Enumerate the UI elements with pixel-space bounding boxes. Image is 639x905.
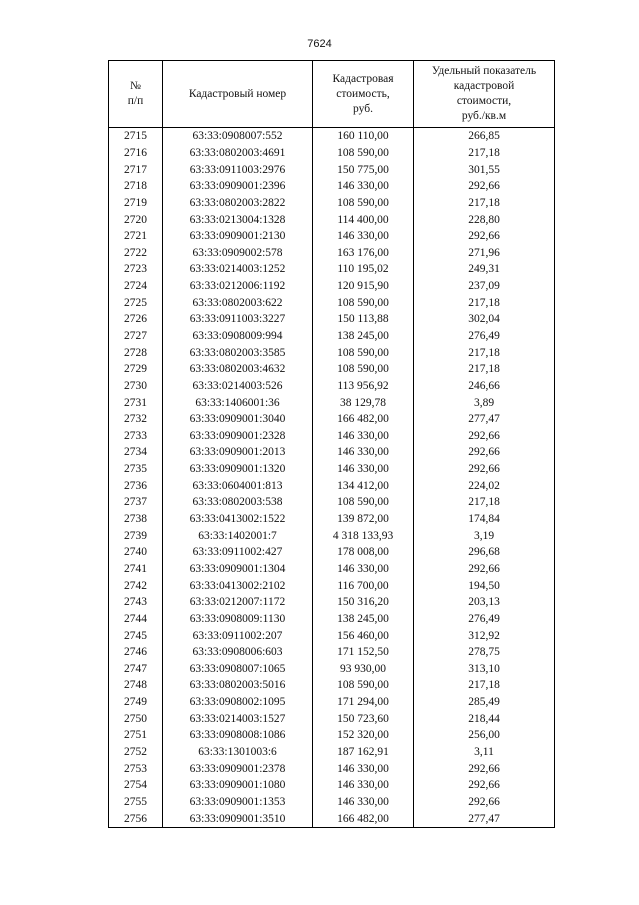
- cell-unit-value: 302,04: [414, 311, 555, 328]
- cell-cadastral-number: 63:33:0911002:207: [163, 627, 313, 644]
- cell-row-number: 2719: [109, 195, 163, 212]
- cell-row-number: 2756: [109, 810, 163, 827]
- cell-cadastral-number: 63:33:0911003:2976: [163, 161, 313, 178]
- cell-cadastral-value: 156 460,00: [313, 627, 414, 644]
- cell-cadastral-value: 146 330,00: [313, 561, 414, 578]
- cell-unit-value: 174,84: [414, 511, 555, 528]
- cell-unit-value: 203,13: [414, 594, 555, 611]
- table-row: [109, 477, 555, 494]
- cell-cadastral-number: 63:33:0909001:3510: [163, 810, 313, 827]
- cell-row-number: 2732: [109, 411, 163, 428]
- cell-row-number: 2715: [109, 128, 163, 145]
- cell-cadastral-value: 134 412,00: [313, 477, 414, 494]
- cell-cadastral-number: 63:33:0802003:2822: [163, 195, 313, 212]
- cell-cadastral-value: 146 330,00: [313, 760, 414, 777]
- cell-cadastral-number: 63:33:0214003:1252: [163, 261, 313, 278]
- cell-cadastral-value: 38 129,78: [313, 394, 414, 411]
- cell-cadastral-number: 63:33:0909001:2130: [163, 228, 313, 245]
- table-row: [109, 178, 555, 195]
- cell-row-number: 2751: [109, 727, 163, 744]
- cell-cadastral-number: 63:33:0214003:1527: [163, 710, 313, 727]
- table-row: [109, 694, 555, 711]
- cell-unit-value: 277,47: [414, 411, 555, 428]
- cell-cadastral-number: 63:33:0909001:1304: [163, 561, 313, 578]
- cell-row-number: 2754: [109, 777, 163, 794]
- cell-unit-value: 292,66: [414, 561, 555, 578]
- cell-cadastral-number: 63:33:0909001:2328: [163, 428, 313, 445]
- cell-cadastral-value: 150 775,00: [313, 161, 414, 178]
- cell-cadastral-value: 160 110,00: [313, 128, 414, 145]
- cell-row-number: 2747: [109, 661, 163, 678]
- cell-unit-value: 276,49: [414, 611, 555, 628]
- cell-row-number: 2738: [109, 511, 163, 528]
- table-row: [109, 527, 555, 544]
- table-row: [109, 810, 555, 827]
- cell-unit-value: 256,00: [414, 727, 555, 744]
- header-row: [109, 61, 555, 128]
- table-row: [109, 411, 555, 428]
- cell-row-number: 2736: [109, 477, 163, 494]
- cell-unit-value: 276,49: [414, 328, 555, 345]
- cell-row-number: 2733: [109, 428, 163, 445]
- cell-row-number: 2717: [109, 161, 163, 178]
- cell-cadastral-value: 113 956,92: [313, 378, 414, 395]
- table-row: [109, 494, 555, 511]
- table-row: [109, 544, 555, 561]
- cell-unit-value: 3,89: [414, 394, 555, 411]
- table-row: [109, 294, 555, 311]
- table-row: [109, 710, 555, 727]
- table-row: [109, 394, 555, 411]
- cell-row-number: 2748: [109, 677, 163, 694]
- cell-cadastral-number: 63:33:0909001:1320: [163, 461, 313, 478]
- cell-unit-value: 296,68: [414, 544, 555, 561]
- cell-cadastral-value: 108 590,00: [313, 344, 414, 361]
- cell-cadastral-number: 63:33:0212007:1172: [163, 594, 313, 611]
- cell-cadastral-value: 116 700,00: [313, 577, 414, 594]
- table-row: [109, 128, 555, 145]
- cell-cadastral-number: 63:33:0802003:3585: [163, 344, 313, 361]
- col-header-unit-value: Удельный показатель кадастровой стоимости, руб./кв.м: [414, 61, 555, 128]
- cell-cadastral-number: 63:33:0908007:1065: [163, 661, 313, 678]
- cell-cadastral-value: 120 915,90: [313, 278, 414, 295]
- table-row: [109, 594, 555, 611]
- table-row: [109, 577, 555, 594]
- cell-unit-value: 224,02: [414, 477, 555, 494]
- table-row: [109, 677, 555, 694]
- cell-cadastral-number: 63:33:0802003:4691: [163, 145, 313, 162]
- cell-cadastral-value: 146 330,00: [313, 178, 414, 195]
- cell-cadastral-value: 93 930,00: [313, 661, 414, 678]
- cell-cadastral-number: 63:33:0212006:1192: [163, 278, 313, 295]
- cell-row-number: 2737: [109, 494, 163, 511]
- cell-cadastral-number: 63:33:0213004:1328: [163, 211, 313, 228]
- cell-row-number: 2734: [109, 444, 163, 461]
- cell-cadastral-value: 108 590,00: [313, 195, 414, 212]
- table-row: [109, 195, 555, 212]
- cell-cadastral-value: 146 330,00: [313, 444, 414, 461]
- cell-cadastral-number: 63:33:0909001:2378: [163, 760, 313, 777]
- cell-cadastral-value: 146 330,00: [313, 428, 414, 445]
- cell-cadastral-value: 150 113,88: [313, 311, 414, 328]
- cell-cadastral-number: 63:33:0802003:5016: [163, 677, 313, 694]
- table-row: [109, 561, 555, 578]
- cell-row-number: 2722: [109, 244, 163, 261]
- cadastral-table: [108, 60, 555, 828]
- cell-cadastral-value: 146 330,00: [313, 794, 414, 811]
- cell-cadastral-number: 63:33:0802003:538: [163, 494, 313, 511]
- table-row: [109, 145, 555, 162]
- page-number: 7624: [307, 38, 332, 50]
- cell-unit-value: 217,18: [414, 677, 555, 694]
- cell-cadastral-number: 63:33:0908002:1095: [163, 694, 313, 711]
- cell-cadastral-number: 63:33:0413002:2102: [163, 577, 313, 594]
- table-row: [109, 644, 555, 661]
- cell-cadastral-value: 152 320,00: [313, 727, 414, 744]
- cell-cadastral-value: 166 482,00: [313, 810, 414, 827]
- cell-unit-value: 218,44: [414, 710, 555, 727]
- cell-unit-value: 217,18: [414, 344, 555, 361]
- cell-cadastral-value: 166 482,00: [313, 411, 414, 428]
- cell-unit-value: 312,92: [414, 627, 555, 644]
- cell-unit-value: 3,11: [414, 744, 555, 761]
- cell-row-number: 2726: [109, 311, 163, 328]
- cell-cadastral-number: 63:33:0802003:622: [163, 294, 313, 311]
- cell-cadastral-number: 63:33:0909001:1353: [163, 794, 313, 811]
- cell-cadastral-number: 63:33:0908009:1130: [163, 611, 313, 628]
- cell-unit-value: 301,55: [414, 161, 555, 178]
- cell-unit-value: 217,18: [414, 494, 555, 511]
- table-row: [109, 511, 555, 528]
- table-row: [109, 461, 555, 478]
- table-row: [109, 627, 555, 644]
- table-row: [109, 278, 555, 295]
- cell-row-number: 2744: [109, 611, 163, 628]
- cell-row-number: 2718: [109, 178, 163, 195]
- cell-unit-value: 249,31: [414, 261, 555, 278]
- cell-row-number: 2723: [109, 261, 163, 278]
- cell-cadastral-value: 146 330,00: [313, 461, 414, 478]
- cell-unit-value: 278,75: [414, 644, 555, 661]
- cell-cadastral-value: 163 176,00: [313, 244, 414, 261]
- cell-cadastral-value: 138 245,00: [313, 611, 414, 628]
- cell-row-number: 2729: [109, 361, 163, 378]
- cell-row-number: 2743: [109, 594, 163, 611]
- cell-cadastral-number: 63:33:0413002:1522: [163, 511, 313, 528]
- cell-cadastral-value: 108 590,00: [313, 494, 414, 511]
- cell-cadastral-value: 108 590,00: [313, 677, 414, 694]
- cell-unit-value: 271,96: [414, 244, 555, 261]
- cell-cadastral-value: 108 590,00: [313, 294, 414, 311]
- cell-cadastral-value: 138 245,00: [313, 328, 414, 345]
- cell-unit-value: 277,47: [414, 810, 555, 827]
- cell-unit-value: 292,66: [414, 777, 555, 794]
- table-header: [109, 61, 555, 128]
- cell-row-number: 2721: [109, 228, 163, 245]
- cell-row-number: 2741: [109, 561, 163, 578]
- cell-unit-value: 292,66: [414, 428, 555, 445]
- table-row: [109, 428, 555, 445]
- cell-cadastral-value: 171 294,00: [313, 694, 414, 711]
- cell-cadastral-number: 63:33:0911003:3227: [163, 311, 313, 328]
- table-row: [109, 727, 555, 744]
- table-row: [109, 244, 555, 261]
- table-row: [109, 777, 555, 794]
- table-row: [109, 328, 555, 345]
- table-row: [109, 378, 555, 395]
- cell-unit-value: 285,49: [414, 694, 555, 711]
- table-row: [109, 344, 555, 361]
- cell-cadastral-value: 150 316,20: [313, 594, 414, 611]
- table-row: [109, 161, 555, 178]
- cell-cadastral-number: 63:33:1402001:7: [163, 527, 313, 544]
- col-header-cadastral-value: Кадастровая стоимость, руб.: [313, 61, 414, 128]
- cell-row-number: 2740: [109, 544, 163, 561]
- table-row: [109, 228, 555, 245]
- cell-cadastral-value: 150 723,60: [313, 710, 414, 727]
- col-header-number: № п/п: [109, 61, 163, 128]
- cell-row-number: 2724: [109, 278, 163, 295]
- cell-cadastral-value: 108 590,00: [313, 361, 414, 378]
- cell-cadastral-number: 63:33:0909001:1080: [163, 777, 313, 794]
- cell-unit-value: 194,50: [414, 577, 555, 594]
- cell-cadastral-number: 63:33:1406001:36: [163, 394, 313, 411]
- cell-cadastral-number: 63:33:0909001:2396: [163, 178, 313, 195]
- col-header-cadastral-number: Кадастровый номер: [163, 61, 313, 128]
- cell-row-number: 2750: [109, 710, 163, 727]
- cell-row-number: 2739: [109, 527, 163, 544]
- cell-cadastral-value: 4 318 133,93: [313, 527, 414, 544]
- table-row: [109, 211, 555, 228]
- cell-cadastral-value: 171 152,50: [313, 644, 414, 661]
- table-row: [109, 611, 555, 628]
- cell-cadastral-value: 114 400,00: [313, 211, 414, 228]
- cell-cadastral-number: 63:33:0604001:813: [163, 477, 313, 494]
- cell-unit-value: 266,85: [414, 128, 555, 145]
- table-row: [109, 760, 555, 777]
- cell-unit-value: 292,66: [414, 461, 555, 478]
- cell-row-number: 2728: [109, 344, 163, 361]
- cell-unit-value: 292,66: [414, 444, 555, 461]
- cell-row-number: 2727: [109, 328, 163, 345]
- cell-unit-value: 292,66: [414, 228, 555, 245]
- cell-unit-value: 228,80: [414, 211, 555, 228]
- cell-unit-value: 3,19: [414, 527, 555, 544]
- cell-cadastral-number: 63:33:0909002:578: [163, 244, 313, 261]
- cell-unit-value: 217,18: [414, 294, 555, 311]
- cell-row-number: 2730: [109, 378, 163, 395]
- cell-cadastral-value: 139 872,00: [313, 511, 414, 528]
- cell-cadastral-value: 110 195,02: [313, 261, 414, 278]
- table-body: [109, 128, 555, 828]
- table-row: [109, 744, 555, 761]
- table-row: [109, 311, 555, 328]
- cell-row-number: 2720: [109, 211, 163, 228]
- cell-unit-value: 246,66: [414, 378, 555, 395]
- cell-row-number: 2753: [109, 760, 163, 777]
- cell-row-number: 2731: [109, 394, 163, 411]
- cell-cadastral-value: 108 590,00: [313, 145, 414, 162]
- table-row: [109, 444, 555, 461]
- table-row: [109, 794, 555, 811]
- cell-row-number: 2745: [109, 627, 163, 644]
- table-row: [109, 361, 555, 378]
- cell-cadastral-number: 63:33:0908009:994: [163, 328, 313, 345]
- cell-row-number: 2742: [109, 577, 163, 594]
- cell-row-number: 2755: [109, 794, 163, 811]
- cell-unit-value: 292,66: [414, 794, 555, 811]
- cell-cadastral-number: 63:33:0802003:4632: [163, 361, 313, 378]
- cell-cadastral-number: 63:33:0908006:603: [163, 644, 313, 661]
- cell-cadastral-value: 146 330,00: [313, 228, 414, 245]
- cell-cadastral-number: 63:33:0911002:427: [163, 544, 313, 561]
- cell-unit-value: 313,10: [414, 661, 555, 678]
- cell-unit-value: 217,18: [414, 195, 555, 212]
- cell-unit-value: 237,09: [414, 278, 555, 295]
- cell-cadastral-number: 63:33:0908008:1086: [163, 727, 313, 744]
- cell-row-number: 2752: [109, 744, 163, 761]
- cell-unit-value: 217,18: [414, 361, 555, 378]
- cell-cadastral-number: 63:33:0909001:2013: [163, 444, 313, 461]
- cell-cadastral-number: 63:33:1301003:6: [163, 744, 313, 761]
- table-row: [109, 661, 555, 678]
- cell-cadastral-value: 178 008,00: [313, 544, 414, 561]
- cell-cadastral-number: 63:33:0214003:526: [163, 378, 313, 395]
- cell-cadastral-number: 63:33:0909001:3040: [163, 411, 313, 428]
- cell-row-number: 2749: [109, 694, 163, 711]
- cell-cadastral-value: 187 162,91: [313, 744, 414, 761]
- table-row: [109, 261, 555, 278]
- cell-unit-value: 217,18: [414, 145, 555, 162]
- cell-row-number: 2735: [109, 461, 163, 478]
- cell-row-number: 2716: [109, 145, 163, 162]
- cell-unit-value: 292,66: [414, 760, 555, 777]
- cell-cadastral-number: 63:33:0908007:552: [163, 128, 313, 145]
- cell-unit-value: 292,66: [414, 178, 555, 195]
- cell-row-number: 2725: [109, 294, 163, 311]
- cell-row-number: 2746: [109, 644, 163, 661]
- cell-cadastral-value: 146 330,00: [313, 777, 414, 794]
